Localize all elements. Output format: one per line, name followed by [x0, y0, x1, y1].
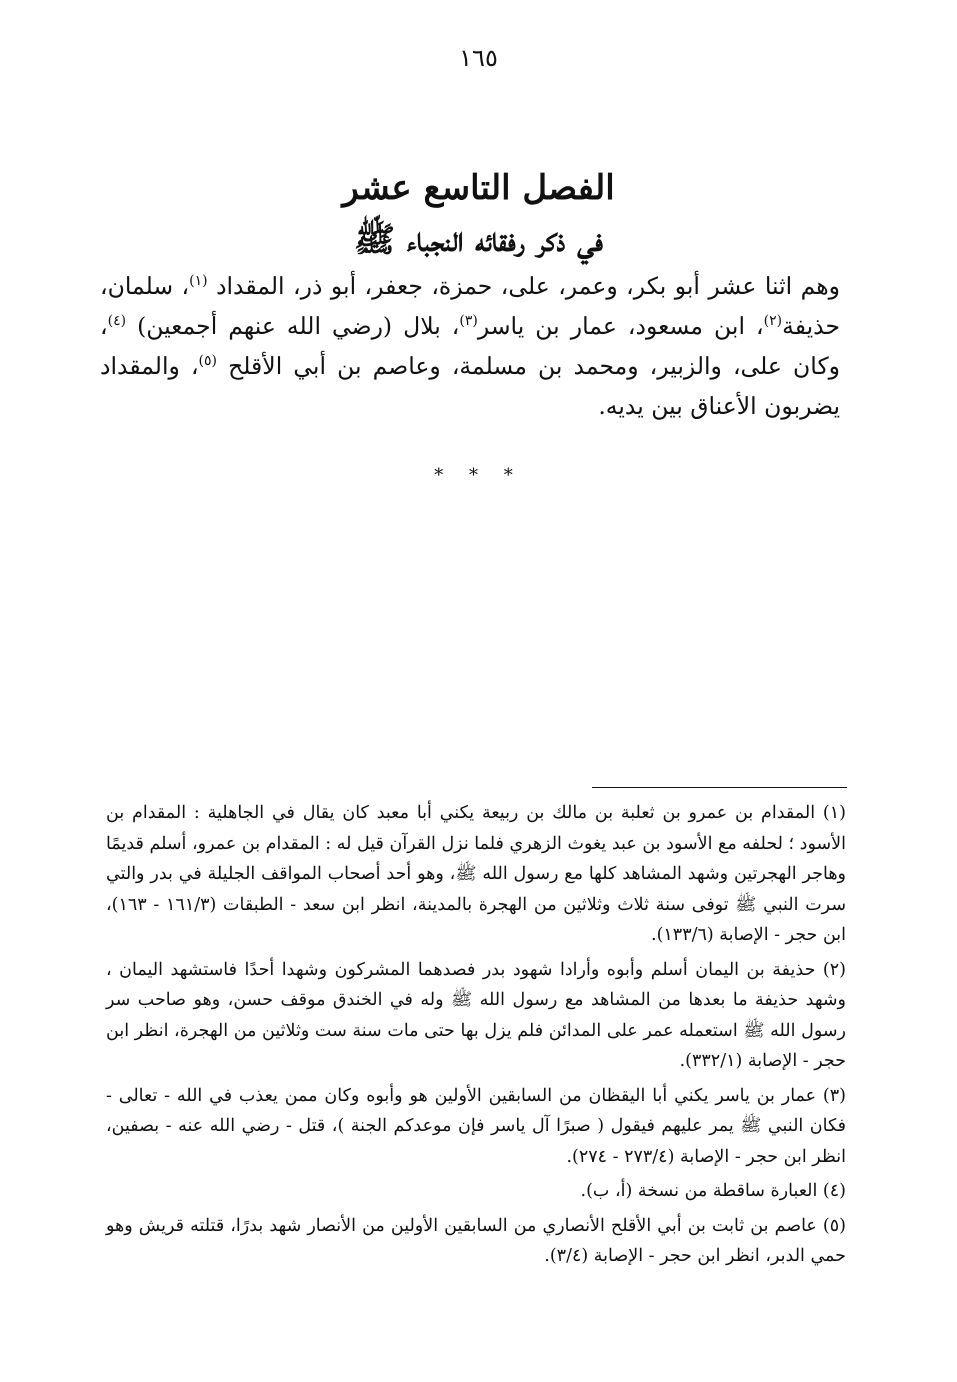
footnote-divider	[592, 787, 847, 788]
body-text-4: ، بلال (رضي الله عنهم أجمعين)	[137, 312, 460, 340]
footnote-1: (١) المقدام بن عمرو بن ثعلبة بن مالك بن ربيعة يكني أبا معبد كان يقال في الجاهلية : المقدام بن الأسود ؛ لحلفه مع الأسود بن عبد يغوث الزهري فلما نزل القرآن قيل له : المقدام بن عمرو، أسلم قديمًا وهاجر الهجرتين وشهد المشاهد كلها مع رسول الله ﷺ، وهو أحد أصحاب المواقف الجليلة في بدر والتي سرت النبي ﷺ توفى سنة ثلاث وثلاثين من الهجرة بالمدينة، انظر ابن سعد - الطبقات (١٦١/٣ - ١٦٣)، ابن حجر - الإصابة (١٣٣/٦).	[106, 803, 846, 945]
footnote-3: (٣) عمار بن ياسر يكني أبا اليقظان من السابقين الأولين هو وأبوه وكان ممن يعذب في الله - تعالى - فكان النبي ﷺ يمر عليهم فيقول ( صبرًا آل ياسر فإن موعدكم الجنة )، قتل - رضي الله عنه - بصفين، انظر ابن حجر - الإصابة (٢٧٣/٤ - ٢٧٤).	[106, 1085, 846, 1167]
page-number: ١٦٥	[459, 44, 498, 72]
footnote-ref-2[interactable]: (٢)	[763, 313, 783, 330]
chapter-title-line-1: الفصل التاسع عشر	[342, 168, 615, 208]
footnote-ref-5[interactable]: (٥)	[198, 353, 217, 370]
footnote-2: (٢) حذيفة بن اليمان أسلم وأبوه وأرادا شهود بدر فصدهما المشركون وشهدا أحدًا فاستشهد اليمان ، وشهد حذيفة ما بعدها من المشاهد مع رسول الله ﷺ وله في الخندق موقف حسن، وهو صاحب سر رسول الله ﷺ استعمله عمر على المدائن فلم يزل بها حتى مات سنة ست وثلاثين من الهجرة، انظر ابن حجر - الإصابة (٣٣٢/١).	[106, 959, 846, 1071]
footnotes	[106, 798, 846, 1276]
chapter-title-line-2: في ذكر رفقائه النجباء ﷺ	[353, 220, 604, 260]
body-text-2: ، سلمان، حذيفة	[100, 272, 840, 340]
footnote-4: (٤) العبارة ساقطة من نسخة (أ، ب).	[580, 1181, 846, 1201]
body-text-1: وهم اثنا عشر أبو بكر، وعمر، على، حمزة، جعفر، أبو ذر، المقداد	[216, 272, 840, 300]
body-paragraph	[100, 266, 840, 426]
body-text-3: ، ابن مسعود، عمار بن ياسر	[477, 312, 764, 340]
section-separator: * * *	[434, 465, 523, 486]
footnote-ref-1[interactable]: (١)	[189, 273, 208, 290]
footnote-ref-3[interactable]: (٣)	[459, 313, 478, 330]
footnote-ref-4[interactable]: (٤)	[107, 313, 127, 330]
footnote-5: (٥) عاصم بن ثابت بن أبي الأقلح الأنصاري من السابقين الأولين من الأنصار شهد بدرًا، قتلته قريش وهو حمي الدبر، انظر ابن حجر - الإصابة (٣/٤).	[106, 1215, 846, 1266]
body-text-5: ، وكان على، والزبير، ومحمد بن مسلمة، وعاصم بن أبي الأقلح	[100, 312, 840, 380]
body-text-6: ، والمقداد يضربون الأعناق بين يديه.	[100, 352, 840, 420]
chapter-title	[100, 162, 857, 266]
